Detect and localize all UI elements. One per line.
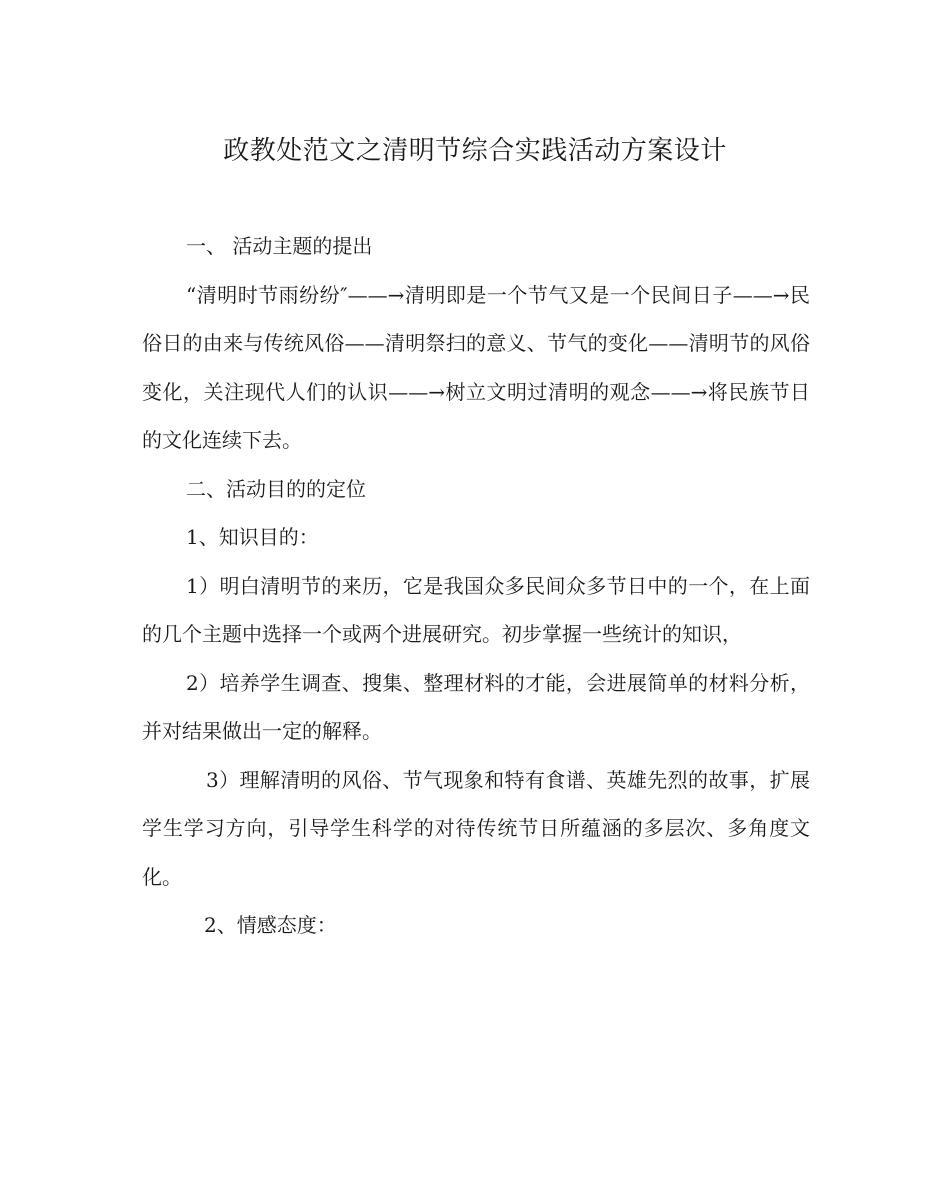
subheading-emotional-attitude: 2、情感态度： — [204, 913, 337, 937]
list-item-1: 1）明白清明节的来历，它是我国众多民间众多节日中的一个，在上面的几个主题中选择一个或两个进展研究。初步掌握一些统计的知识， — [142, 573, 810, 646]
document-body — [142, 222, 810, 950]
subheading-knowledge-goals: 1、知识目的： — [186, 525, 319, 549]
section-heading-1: 一、 活动主题的提出 — [186, 234, 373, 258]
list-item-3: 3）理解清明的风俗、节气现象和特有食谱、英雄先烈的故事，扩展学生学习方向，引导学生科学的对待传统节日所蕴涵的多层次、多角度文化。 — [142, 767, 810, 889]
paragraph-theme-flow: “清明时节雨纷纷″——→清明即是一个节气又是一个民间日子——→民俗日的由来与传统风俗——清明祭扫的意义、节气的变化——清明节的风俗变化，关注现代人们的认识——→树立文明过清明的观念——→将民族节日的文化连续下去。 — [142, 282, 810, 452]
section-heading-2: 二、活动目的的定位 — [186, 476, 366, 501]
document-title: 政教处范文之清明节综合实践活动方案设计 — [223, 136, 727, 166]
list-item-2: 2）培养学生调查、搜集、整理材料的才能，会进展简单的材料分析，并对结果做出一定的解释。 — [142, 670, 810, 743]
